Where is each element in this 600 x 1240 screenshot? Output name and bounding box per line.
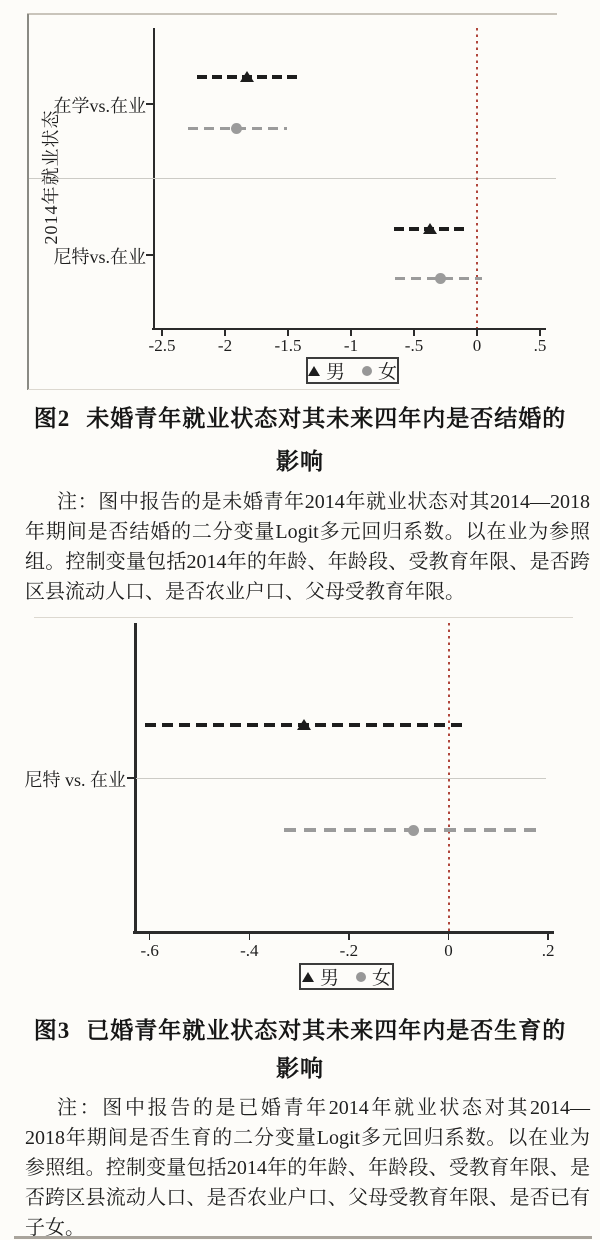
legend-item-male — [302, 963, 339, 990]
triangle-marker — [297, 719, 311, 730]
figure2-caption-number: 图2 — [33, 406, 71, 431]
legend-item-female — [356, 963, 391, 990]
circle-marker — [408, 825, 419, 836]
x-tick-mark — [547, 934, 549, 940]
y-category-label: 尼特vs.在业 — [53, 247, 146, 267]
x-tick-mark — [448, 934, 450, 940]
figure2-caption-line2: 影响 — [276, 449, 324, 474]
legend-male-label: 男 — [325, 362, 345, 383]
x-tick-label: 0 — [472, 336, 482, 355]
note-line: 参照组。控制变量包括2014年的年龄、年龄段、受教育年限、是 — [25, 1157, 590, 1179]
x-tick-label: -.2 — [339, 941, 359, 960]
x-tick-label: -.4 — [240, 941, 259, 960]
x-tick-label: -2 — [217, 336, 233, 355]
figure3-legend — [299, 963, 394, 990]
figure3-caption-text: 已婚青年就业状态对其未来四年内是否生育的 — [86, 1018, 567, 1043]
x-tick-mark — [149, 934, 151, 940]
note-line: 注：图中报告的是未婚青年2014年就业状态对其2014—2018 — [57, 491, 590, 513]
category-gridline — [136, 778, 546, 779]
legend-female-label: 女 — [372, 968, 392, 989]
x-tick-label: -2.5 — [148, 336, 176, 355]
note-line: 2018年期间是否生育的二分变量Logit多元回归系数。以在业为 — [25, 1127, 590, 1149]
y-axis-title: 2014年就业状态 — [41, 109, 61, 245]
x-tick-label: .2 — [541, 941, 555, 960]
x-tick-label: .5 — [533, 336, 547, 355]
y-category-label: 在学vs.在业 — [53, 96, 146, 116]
legend-female-label: 女 — [378, 362, 398, 383]
figure3-note — [25, 1093, 590, 1240]
x-tick-mark — [249, 934, 251, 940]
x-tick-label: 0 — [444, 941, 453, 960]
x-tick-label: -.6 — [140, 941, 159, 960]
legend-male-label: 男 — [319, 968, 339, 989]
figure3-caption-line2: 影响 — [276, 1056, 324, 1081]
note-line: 组。控制变量包括2014年的年龄、年龄段、受教育年限、是否跨 — [25, 551, 590, 573]
zero-reference-line — [448, 623, 450, 931]
y-tick-mark — [127, 777, 134, 779]
x-tick-label: -.5 — [404, 336, 424, 355]
male-triangle-icon — [302, 972, 314, 982]
female-circle-icon — [356, 972, 366, 982]
note-line: 否跨区县流动人口、是否农业户口、父母受教育年限、是否已有 — [25, 1187, 590, 1209]
figure3-caption-number: 图3 — [33, 1018, 71, 1043]
x-tick-label: -1 — [343, 336, 359, 355]
note-line: 子女。 — [25, 1217, 85, 1239]
x-axis-line — [133, 931, 554, 934]
note-line: 年期间是否结婚的二分变量Logit多元回归系数。以在业为参照 — [25, 521, 590, 543]
y-category-label: 尼特 vs. 在业 — [24, 770, 126, 790]
x-tick-label: -1.5 — [274, 336, 302, 355]
figure2-caption-text: 未婚青年就业状态对其未来四年内是否结婚的 — [86, 406, 567, 431]
note-line: 区县流动人口、是否农业户口、父母受教育年限。 — [25, 581, 465, 603]
note-line: 注：图中报告的是已婚青年2014年就业状态对其2014— — [57, 1097, 590, 1119]
figure3-caption — [0, 1012, 600, 1045]
x-tick-mark — [348, 934, 350, 940]
